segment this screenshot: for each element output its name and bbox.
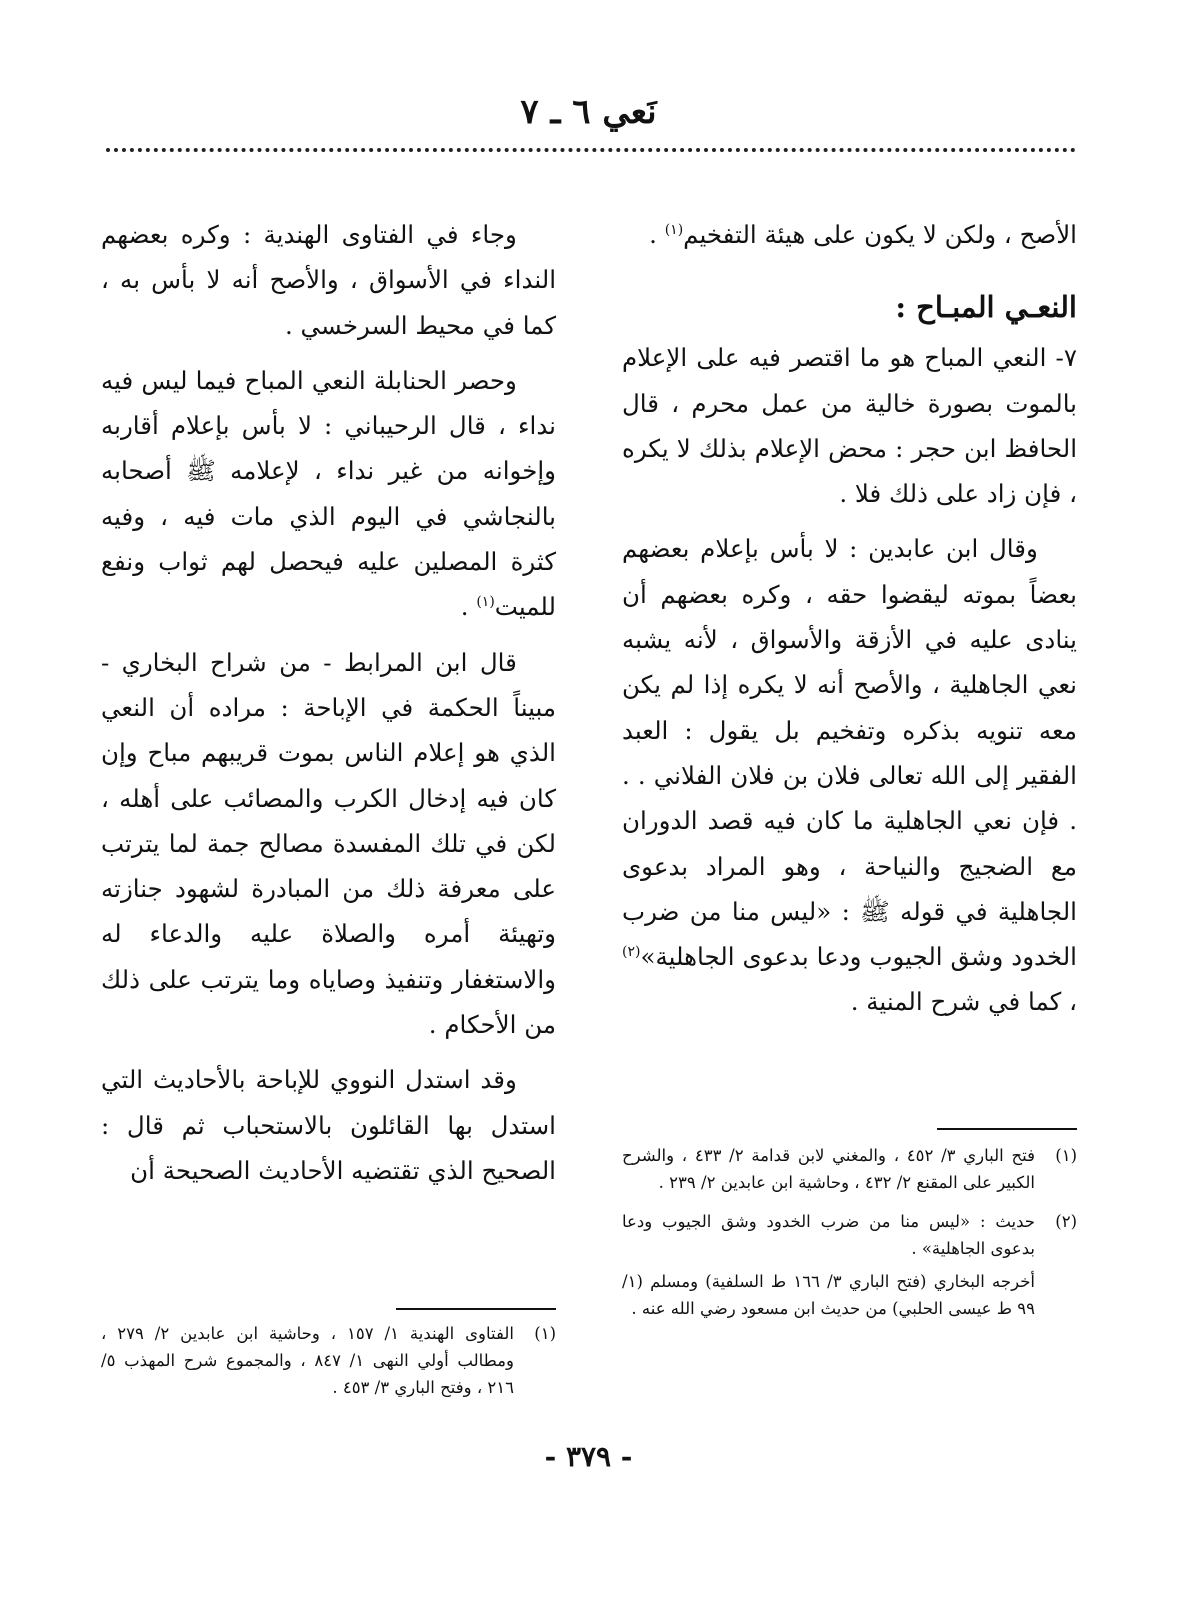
header-dotted-divider [106, 148, 1076, 152]
right-paragraph-2 [622, 526, 1077, 1024]
page-header-title: نَعي ٦ ـ ٧ [520, 92, 657, 132]
right-intro-text: الأصح ، ولكن لا يكون على هيئة التفخيم [683, 220, 1077, 249]
right-intro-footnote-ref[interactable]: (١) [664, 221, 684, 238]
section-heading: النعـي المبـاح : [895, 290, 1077, 325]
right-intro-paragraph [622, 212, 1077, 257]
right-paragraph-2-end: ، كما في شرح المنية . [850, 987, 1077, 1017]
footnote-rule-left [396, 1308, 556, 1310]
footnote-item [101, 1320, 556, 1401]
footnote-item [622, 1208, 1077, 1262]
left-paragraph-1: وجاء في الفتاوى الهندية : وكره بعضهم النداء في الأسواق ، والأصح أنه لا بأس به ، كما في محيط السرخسي . [101, 220, 556, 340]
footnotes-left [101, 1320, 556, 1413]
left-paragraph-2-text: وحصر الحنابلة النعي المباح فيما ليس فيه نداء ، قال الرحيباني : لا بأس بإعلام أقاربه وإخوانه من غير نداء ، لإعلامه ﷺ أصحابه بالنجاشي في اليوم الذي مات فيه ، وفيه كثرة المصلين عليه فيحصل لهم ثواب ونفع للميت [101, 365, 556, 622]
footnote-text: الفتاوى الهندية ١/ ١٥٧ ، وحاشية ابن عابدين ٢/ ٢٧٩ ، ومطالب أولي النهى ١/ ٨٤٧ ، والمجموع شرح المهذب ٥/ ٢١٦ ، وفتح الباري ٣/ ٤٥٣ . [101, 1324, 514, 1397]
left-paragraph-2 [101, 358, 556, 630]
right-paragraph-2-text: وقال ابن عابدين : لا بأس بإعلام بعضهم بعضاً بموته ليقضوا حقه ، وكره بعضهم أن ينادى عليه في الأزقة والأسواق ، لأنه يشبه نعي الجاهلية ، والأصح أنه لا يكره إذا لم يكن معه تنويه بذكره وتفخيم بل يقول : العبد الفقير إلى الله تعالى فلان بن فلان الفلاني . . . فإن نعي الجاهلية ما كان فيه قصد الدوران مع الضجيج والنياحة ، وهو المراد بدعوى الجاهلية في قوله ﷺ : «ليس منا من ضرب الخدود وشق الجيوب ودعا بدعوى الجاهلية» [622, 534, 1077, 972]
right-paragraph-2-footnote-ref[interactable]: (٢) [622, 944, 641, 960]
left-paragraph-4: وقد استدل النووي للإباحة بالأحاديث التي استدل بها القائلون بالاستحباب ثم قال : الصحيح الذي تقتضيه الأحاديث الصحيحة أن [101, 1065, 556, 1185]
footnote-continuation: أخرجه البخاري (فتح الباري ٣/ ١٦٦ ط السلفية) ومسلم (١/ ٩٩ ط عيسى الحلبي) من حديث ابن مسعود رضي الله عنه . [622, 1272, 1035, 1318]
left-column [101, 212, 556, 1203]
page-number: - ٣٧٩ - [544, 1440, 633, 1473]
left-paragraph-2-footnote-ref[interactable]: (١) [476, 594, 495, 611]
footnote-text: حديث : «ليس منا من ضرب الخدود وشق الجيوب ودعا بدعوى الجاهلية» . [622, 1212, 1035, 1258]
left-paragraph-3: قال ابن المرابط - من شراح البخاري - مبيناً الحكمة في الإباحة : مراده أن النعي الذي هو إعلام الناس بموت قريبهم مباح وإن كان فيه إدخال الكرب والمصائب على أهله ، لكن في تلك المفسدة مصالح جمة لما يترتب على معرفة ذلك من المبادرة لشهود جنازته وتهيئة أمره والصلاة عليه والدعاء له والاستغفار وتنفيذ وصاياه وما يترتب على ذلك من الأحكام . [101, 647, 556, 1040]
footnote-item [622, 1142, 1077, 1196]
footnote-number: (١) [1055, 1146, 1077, 1165]
footnote-number: (٢) [1055, 1212, 1077, 1231]
right-intro-end: . [649, 220, 665, 249]
left-paragraph-2-end: . [460, 592, 477, 622]
footnote-rule-right [937, 1128, 1077, 1130]
footnote-text: فتح الباري ٣/ ٤٥٢ ، والمغني لابن قدامة ٢/ ٤٣٣ ، والشرح الكبير على المقنع ٢/ ٤٣٢ ، وحاشية ابن عابدين ٢/ ٢٣٩ . [622, 1146, 1036, 1192]
right-column [622, 212, 1077, 1035]
footnotes-right [622, 1142, 1077, 1322]
footnote-number: (١) [534, 1324, 556, 1343]
right-paragraph-1: ٧- النعي المباح هو ما اقتصر فيه على الإعلام بالموت بصورة خالية من عمل محرم ، قال الحافظ ابن حجر : محض الإعلام بذلك لا يكره ، فإن زاد على ذلك فلا . [622, 343, 1077, 509]
